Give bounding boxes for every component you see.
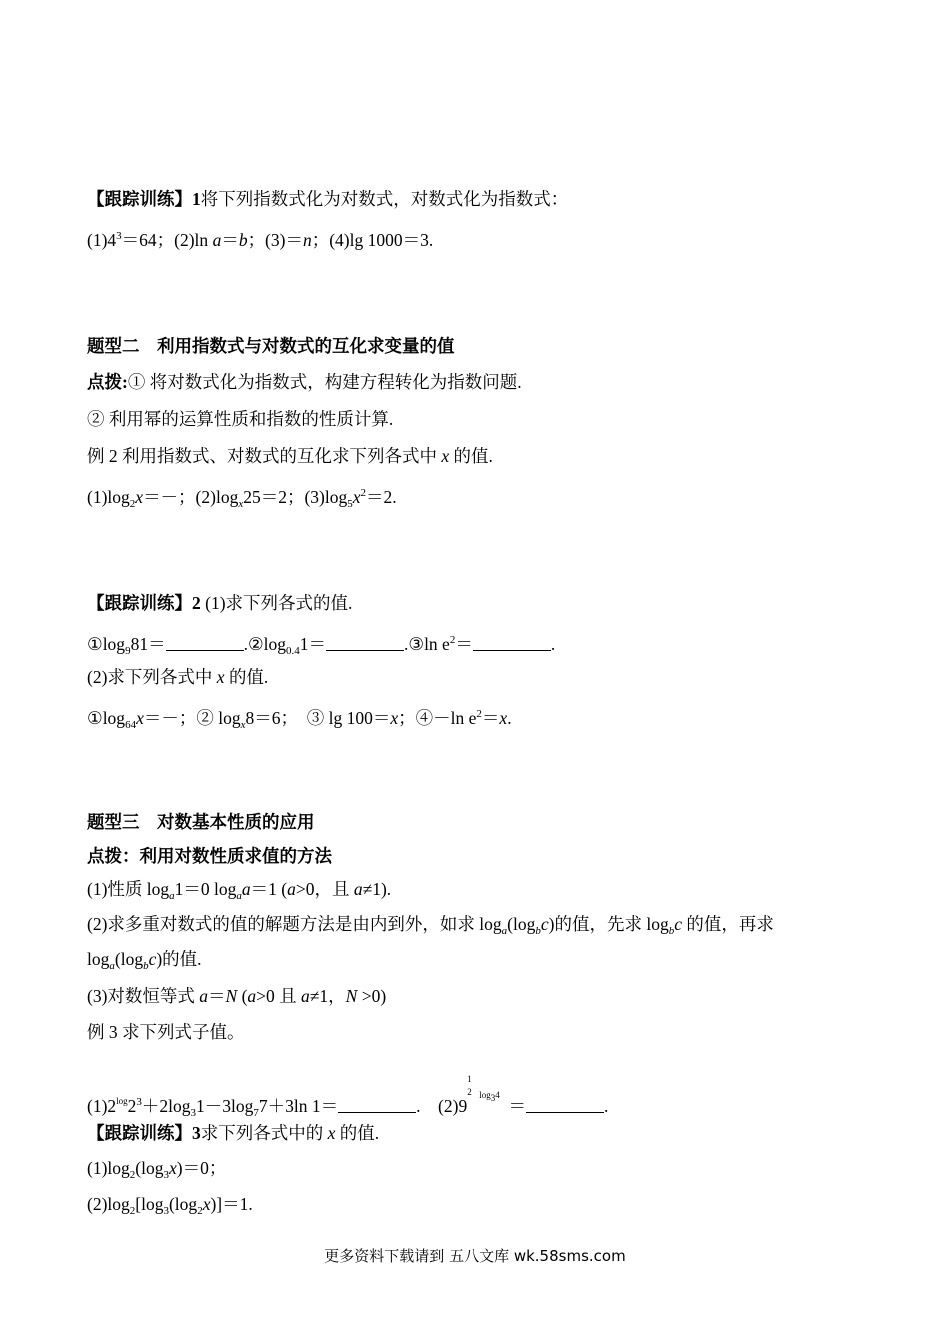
text: ①log <box>87 634 126 654</box>
var: a <box>287 879 296 899</box>
text: )＝0； <box>176 1158 227 1178</box>
text: ＝ <box>481 708 500 728</box>
type3-p2-cont: $\log_a(\log_bc)$的值. <box>87 949 202 972</box>
numerator: 1 <box>467 1074 472 1084</box>
sub: 2 <box>129 1205 136 1217</box>
text: ＝1 ( <box>250 879 288 899</box>
text: )]＝1. <box>210 1194 253 1214</box>
text: . <box>603 1096 609 1116</box>
sub: a <box>169 890 175 902</box>
text: )的值. <box>156 949 202 969</box>
practice2-prompt: (1)求下列各式的值. <box>200 593 353 613</box>
text: (2)求下列各式中 <box>87 667 217 687</box>
sub: b <box>143 960 149 972</box>
tip-text: ① 将对数式化为指数式，构建方程转化为指数问题. <box>127 372 522 392</box>
type3-example: 例 3 求下列式子值。 <box>87 1022 245 1042</box>
var: x <box>327 1123 336 1143</box>
text: ＝ <box>221 230 239 250</box>
var: x <box>136 708 144 728</box>
practice3-heading: 【跟踪训练】3 <box>87 1123 201 1143</box>
text: . (2)9 <box>416 1096 468 1116</box>
text: .③ln e <box>404 634 450 654</box>
type2-tip2: ② 利用幂的运算性质和指数的性质计算. <box>87 409 394 429</box>
text: . <box>507 708 512 728</box>
practice3-line1 <box>87 1157 226 1186</box>
sup: 3 <box>136 1096 142 1108</box>
var: x <box>168 1158 177 1178</box>
type3-p2: (2)求多重对数式的值的解题方法是由内到外，如求 $\log_a(\log_bc)$的值，先求 $\log_bc$ 的值，再求 <box>87 914 774 937</box>
text: (2)求多重对数式的值的解题方法是由内到外，如求 log <box>87 914 502 934</box>
text: ＝2. <box>366 487 397 507</box>
type3-example-line <box>87 1074 608 1124</box>
practice1-heading: 【跟踪训练】1 <box>87 189 201 209</box>
type3-heading: 题型三 对数基本性质的应用 <box>87 812 315 832</box>
sup: 2 <box>476 708 482 720</box>
type2-example <box>87 445 493 467</box>
var: x <box>499 708 508 728</box>
text: ≠1， <box>309 986 346 1006</box>
var: x <box>390 708 399 728</box>
text: )的值，先求 log <box>548 914 669 934</box>
sub: 2 <box>129 498 136 510</box>
text: .②log <box>243 634 286 654</box>
text: ＝－；② log <box>143 708 241 728</box>
var: a <box>301 986 310 1006</box>
text: 1＝ <box>299 634 326 654</box>
type2-questions <box>87 482 397 515</box>
text: ＝ <box>208 986 226 1006</box>
sup: 3 <box>116 230 122 242</box>
text: ；④－ln e <box>398 708 477 728</box>
text: (log <box>135 1158 164 1178</box>
sup: 2 <box>360 487 367 499</box>
text: (log <box>114 949 144 969</box>
sup: 4 <box>495 1090 500 1100</box>
text: ①log <box>87 708 126 728</box>
answer-blank[interactable] <box>473 636 551 651</box>
practice2-line2 <box>87 666 268 688</box>
text: ；(4)lg 1000＝3. <box>311 230 434 250</box>
text: 求下列各式中的 <box>200 1123 328 1143</box>
text: (log <box>507 914 536 934</box>
text: ；(3)＝ <box>247 230 303 250</box>
text: 81＝ <box>130 634 166 654</box>
sub: 3 <box>163 1169 169 1181</box>
fraction <box>467 1074 479 1104</box>
practice3-line2 <box>87 1193 253 1222</box>
sub: 9 <box>125 645 131 657</box>
text: 的值. <box>224 667 269 687</box>
text: 的值，再求 <box>682 914 774 934</box>
type3-p3 <box>87 985 386 1007</box>
var: x <box>441 446 450 466</box>
text: ( <box>237 986 248 1006</box>
denominator: 2 <box>467 1087 472 1097</box>
var: x <box>216 667 225 687</box>
sup: 2 <box>449 634 456 646</box>
text: 8＝6； ③ lg 100＝ <box>245 708 391 728</box>
var: x <box>202 1194 211 1214</box>
var: a <box>353 879 363 899</box>
sub: a <box>236 890 242 902</box>
sub: x <box>240 719 246 731</box>
text: 的值. <box>335 1123 380 1143</box>
sup: log <box>116 1096 128 1106</box>
practice1-items <box>87 225 433 251</box>
sub: 2 <box>129 1169 136 1181</box>
var: a <box>212 230 222 250</box>
sub: b <box>668 925 675 937</box>
sub: 3 <box>163 1205 169 1217</box>
answer-blank[interactable] <box>338 1098 416 1113</box>
text: . <box>550 634 556 654</box>
text: log <box>87 949 110 969</box>
text: ≠1). <box>362 879 392 899</box>
type3-tip: 点拨：利用对数性质求值的方法 <box>87 846 332 866</box>
var: b <box>238 230 248 250</box>
tip-label: 点拨: <box>87 372 128 392</box>
var: N <box>345 986 358 1006</box>
text: >0 且 <box>256 986 302 1006</box>
practice1-title <box>87 188 568 210</box>
text: 7＋3ln 1＝ <box>258 1096 339 1116</box>
text: (1)log <box>87 487 130 507</box>
footer-link[interactable]: 更多资料下载请到 五八文库 wk.58sms.com <box>324 1247 626 1265</box>
sup: 3 <box>490 1093 496 1103</box>
text: 2 <box>127 1096 137 1116</box>
text: ＝64；(2)ln <box>121 230 213 250</box>
answer-blank[interactable] <box>526 1098 604 1113</box>
sub: 3 <box>190 1107 197 1119</box>
var: x <box>135 487 144 507</box>
var: N <box>225 986 238 1006</box>
var: a <box>199 986 209 1006</box>
answer-blank[interactable] <box>166 636 244 651</box>
text: ＝－；(2)log <box>143 487 239 507</box>
text: 1＝0 log <box>174 879 237 899</box>
text: 1－3log <box>196 1096 254 1116</box>
text: ＝ <box>508 1096 526 1116</box>
sub: 64 <box>125 719 137 731</box>
text: 例 2 利用指数式、对数式的互化求下列各式中 <box>87 446 442 466</box>
sup: log <box>479 1090 491 1100</box>
sub: a <box>501 925 508 937</box>
sub: 5 <box>347 498 353 510</box>
type2-tip1 <box>87 371 522 393</box>
sub: a <box>109 960 115 972</box>
practice2-heading: 【跟踪训练】2 <box>87 593 201 613</box>
sub: 7 <box>253 1107 259 1119</box>
text: (log <box>168 1194 198 1214</box>
practice3-title <box>87 1122 379 1144</box>
text: 的值. <box>449 446 493 466</box>
practice2-line1 <box>87 629 555 662</box>
text: (1)log <box>87 1158 130 1178</box>
text: ＝ <box>455 634 473 654</box>
text: (2)log <box>87 1194 130 1214</box>
text: (3)对数恒等式 <box>87 986 200 1006</box>
sub: 0.4 <box>286 645 300 657</box>
var: n <box>302 230 312 250</box>
text: ＋2log <box>141 1096 191 1116</box>
answer-blank[interactable] <box>326 636 404 651</box>
type3-p1 <box>87 878 391 907</box>
practice2-line3 <box>87 703 512 736</box>
text: (1)性质 log <box>87 879 170 899</box>
var: a <box>247 986 257 1006</box>
text: (1)2 <box>87 1096 117 1116</box>
sub: b <box>535 925 541 937</box>
sub: x <box>238 498 244 510</box>
sub: 2 <box>197 1205 203 1217</box>
text: 25＝2；(3)log <box>243 487 348 507</box>
var: a <box>241 879 251 899</box>
practice2-title <box>87 592 352 614</box>
text: >0，且 <box>295 879 354 899</box>
practice1-prompt: 将下列指数式化为对数式，对数式化为指数式： <box>200 189 569 209</box>
text: (1)4 <box>87 230 117 250</box>
text: [log <box>135 1194 164 1214</box>
type2-heading: 题型二 利用指数式与对数式的互化求变量的值 <box>87 336 455 356</box>
text: >0) <box>357 986 387 1006</box>
var: x <box>352 487 361 507</box>
